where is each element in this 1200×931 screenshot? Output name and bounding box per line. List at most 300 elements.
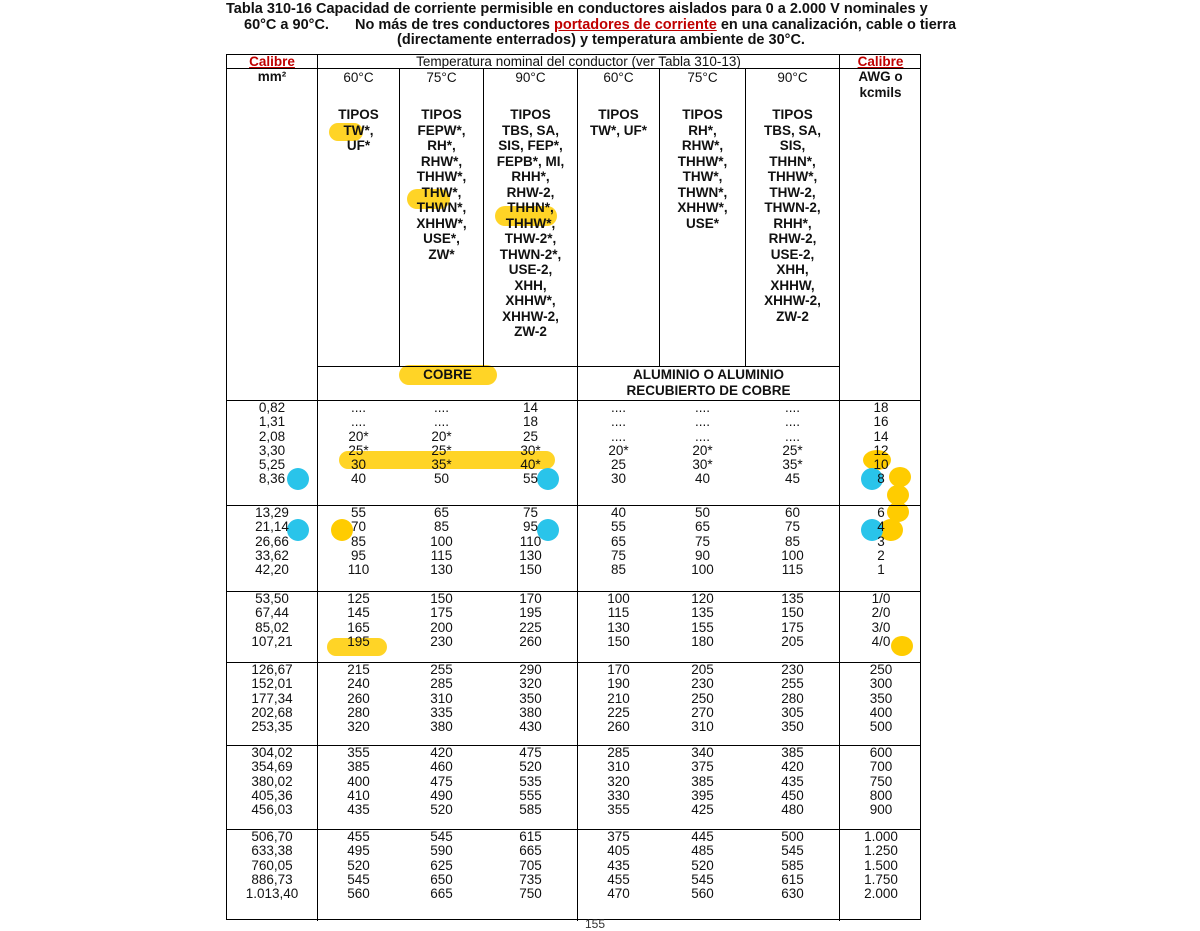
table-cell: 560 bbox=[347, 886, 370, 902]
table-cell: 545 bbox=[691, 871, 714, 887]
table-cell: .... bbox=[610, 400, 626, 415]
table-cell: 155 bbox=[691, 619, 714, 635]
tipo-item: THWN-2, bbox=[764, 200, 821, 215]
data-column-mm2 bbox=[227, 830, 317, 901]
title-line-2a: 60°C a 90°C. bbox=[244, 16, 329, 33]
table-cell: 450 bbox=[781, 787, 804, 803]
table-cell: 750 bbox=[519, 886, 542, 902]
table-cell: 490 bbox=[430, 787, 453, 803]
data-column-awg bbox=[840, 746, 922, 817]
table-cell: .... bbox=[433, 414, 449, 430]
table-cell: 633,38 bbox=[251, 843, 293, 859]
table-cell: 435 bbox=[781, 773, 804, 789]
table-cell: 170 bbox=[519, 591, 542, 606]
tipo-item: RHW*, bbox=[420, 153, 463, 169]
table-cell: 300 bbox=[869, 676, 893, 692]
aluminio-label-1: ALUMINIO O ALUMINIO bbox=[633, 367, 784, 382]
table-cell: 75 bbox=[694, 533, 711, 549]
table-cell: 520 bbox=[347, 857, 370, 873]
table-cell: 665 bbox=[519, 843, 542, 859]
data-column-awg bbox=[840, 401, 922, 487]
table-cell: 330 bbox=[607, 787, 630, 803]
table-cell: 285 bbox=[430, 676, 453, 692]
tipo-item: RH*, bbox=[688, 122, 717, 138]
data-column-mm2 bbox=[227, 592, 317, 649]
page-number: 155 bbox=[585, 917, 606, 931]
table-cell: 650 bbox=[430, 871, 453, 887]
table-cell: 430 bbox=[519, 719, 542, 735]
table-cell: 320 bbox=[607, 773, 630, 789]
table-cell: 177,34 bbox=[251, 690, 293, 706]
data-column-c75 bbox=[400, 401, 483, 487]
table-cell: 100 bbox=[781, 547, 804, 563]
table-cell: 90 bbox=[694, 547, 711, 563]
table-cell: 40 bbox=[350, 471, 367, 487]
table-cell: 100 bbox=[607, 591, 630, 606]
data-column-c90 bbox=[484, 592, 577, 649]
table-cell: 380 bbox=[519, 704, 542, 720]
table-cell: 340 bbox=[691, 745, 714, 760]
table-cell: 380 bbox=[430, 719, 453, 735]
table-title bbox=[226, 2, 976, 49]
table-cell: 5,25 bbox=[258, 457, 286, 473]
table-cell: 280 bbox=[781, 690, 804, 706]
table-cell: 0,82 bbox=[258, 400, 286, 415]
table-cell: 1.250 bbox=[864, 843, 898, 859]
table-cell: .... bbox=[610, 414, 626, 430]
data-column-c75 bbox=[400, 592, 483, 649]
data-column-mm2 bbox=[227, 663, 317, 734]
table-cell: 30* bbox=[692, 457, 713, 473]
table-cell: 250 bbox=[691, 690, 714, 706]
table-cell: 85 bbox=[784, 533, 801, 549]
table-cell: 545 bbox=[781, 843, 804, 859]
table-cell: 25 bbox=[522, 428, 539, 444]
table-cell: 3/0 bbox=[871, 619, 891, 635]
table-cell: 30 bbox=[610, 471, 627, 487]
data-column-c90 bbox=[484, 663, 577, 734]
table-cell: 886,73 bbox=[251, 871, 293, 887]
tipo-item: XHHW*, bbox=[505, 293, 556, 308]
table-cell: 410 bbox=[347, 787, 370, 803]
table-cell: 230 bbox=[781, 662, 804, 677]
temp-header: 90°C bbox=[515, 70, 546, 85]
table-cell: .... bbox=[784, 414, 800, 430]
tipo-item: RHH*, bbox=[511, 169, 550, 184]
table-cell: 10 bbox=[873, 457, 889, 473]
table-cell: 75 bbox=[522, 505, 539, 520]
data-column-a60 bbox=[578, 592, 659, 649]
table-cell: 25 bbox=[610, 457, 627, 473]
ampacity-table bbox=[226, 54, 921, 920]
table-cell: 255 bbox=[781, 676, 804, 692]
table-cell: 130 bbox=[519, 547, 542, 563]
table-cell: 435 bbox=[607, 857, 630, 873]
table-cell: 1 bbox=[877, 562, 885, 578]
table-cell: 135 bbox=[781, 591, 804, 606]
tipo-item: THW*, bbox=[421, 184, 462, 200]
table-cell: 1.000 bbox=[864, 829, 898, 844]
data-column-c75 bbox=[400, 663, 483, 734]
table-cell: 700 bbox=[869, 759, 893, 775]
table-cell: 385 bbox=[781, 745, 804, 760]
table-cell: 900 bbox=[869, 802, 893, 818]
table-cell: 150 bbox=[781, 605, 804, 621]
table-cell: 205 bbox=[781, 633, 804, 649]
aluminio-label-2: RECUBIERTO DE COBRE bbox=[626, 383, 791, 398]
table-cell: 107,21 bbox=[251, 633, 293, 649]
table-cell: 260 bbox=[347, 690, 370, 706]
table-cell: 255 bbox=[430, 662, 453, 677]
table-cell: 260 bbox=[519, 633, 542, 649]
data-column-c60 bbox=[318, 663, 399, 734]
table-cell: 126,67 bbox=[251, 662, 293, 677]
mm2-label: mm² bbox=[257, 69, 287, 84]
table-cell: 456,03 bbox=[251, 802, 293, 818]
table-cell: 40* bbox=[520, 457, 541, 473]
title-line-2b: No más de tres conductores bbox=[354, 16, 550, 33]
table-cell: 4/0 bbox=[871, 633, 891, 649]
tipo-item: FEPW*, bbox=[417, 122, 466, 138]
table-cell: 135 bbox=[691, 605, 714, 621]
data-column-a75 bbox=[660, 401, 745, 487]
data-column-c75 bbox=[400, 830, 483, 901]
table-cell: 1.750 bbox=[864, 871, 898, 887]
table-cell: 625 bbox=[430, 857, 453, 873]
table-cell: 75 bbox=[610, 547, 627, 563]
tipo-item: XHH, bbox=[514, 277, 547, 293]
tipo-item: ZW* bbox=[428, 246, 455, 262]
table-cell: 400 bbox=[347, 773, 370, 789]
table-cell: 230 bbox=[691, 676, 714, 692]
table-cell: 20* bbox=[431, 428, 452, 444]
table-cell: 21,14 bbox=[255, 519, 289, 535]
table-cell: 615 bbox=[781, 871, 804, 887]
tipo-item: RHH*, bbox=[773, 215, 812, 231]
data-column-a90 bbox=[746, 746, 839, 817]
temperature-title: Temperatura nominal del conductor (ver Tabla 310-13) bbox=[416, 54, 741, 69]
tipos-list bbox=[318, 107, 399, 154]
table-cell: 150 bbox=[519, 562, 542, 578]
data-column-c60 bbox=[318, 592, 399, 649]
table-cell: 225 bbox=[607, 704, 630, 720]
data-column-c60 bbox=[318, 830, 399, 901]
table-cell: 506,70 bbox=[251, 829, 293, 844]
table-cell: 8 bbox=[877, 471, 885, 487]
table-cell: 555 bbox=[519, 787, 542, 803]
tipo-item: THWN*, bbox=[416, 200, 467, 215]
table-cell: 350 bbox=[519, 690, 542, 706]
table-cell: 25* bbox=[348, 442, 369, 458]
table-cell: 55 bbox=[350, 505, 367, 520]
tipo-item: XHHW, bbox=[770, 277, 815, 293]
table-cell: 40 bbox=[694, 471, 711, 487]
table-cell: 2 bbox=[877, 547, 885, 563]
tipo-item: SIS, bbox=[779, 138, 806, 153]
table-cell: 12 bbox=[873, 442, 889, 458]
data-column-a75 bbox=[660, 830, 745, 901]
tipo-item: ZW-2 bbox=[776, 308, 809, 324]
table-cell: 760,05 bbox=[251, 857, 293, 873]
table-cell: 13,29 bbox=[255, 505, 289, 520]
data-column-a60 bbox=[578, 746, 659, 817]
table-cell: 350 bbox=[869, 690, 893, 706]
table-cell: 18 bbox=[873, 400, 889, 415]
table-cell: 50 bbox=[694, 505, 711, 520]
tipo-item: RHW*, bbox=[681, 138, 724, 153]
tipo-item: THW*, bbox=[682, 169, 723, 184]
table-cell: 25* bbox=[431, 442, 452, 458]
table-cell: 25* bbox=[782, 442, 803, 458]
table-cell: 240 bbox=[347, 676, 370, 692]
table-cell: 475 bbox=[519, 745, 542, 760]
table-cell: 65 bbox=[433, 505, 450, 520]
table-cell: 560 bbox=[691, 886, 714, 902]
table-cell: 125 bbox=[347, 591, 370, 606]
table-cell: 335 bbox=[430, 704, 453, 720]
table-cell: 85 bbox=[350, 533, 367, 549]
table-cell: 590 bbox=[430, 843, 453, 859]
tipos-label: TIPOS bbox=[421, 107, 462, 122]
tipos-list bbox=[484, 107, 577, 340]
table-cell: 375 bbox=[691, 759, 714, 775]
data-column-c90 bbox=[484, 401, 577, 487]
table-cell: 42,20 bbox=[255, 562, 289, 578]
table-cell: 495 bbox=[347, 843, 370, 859]
tipo-item: FEPB*, MI, bbox=[496, 153, 565, 169]
table-cell: 800 bbox=[869, 787, 893, 803]
table-cell: 145 bbox=[347, 605, 370, 621]
table-cell: 202,68 bbox=[251, 704, 293, 720]
tipo-item: THHW*, bbox=[677, 153, 728, 169]
table-cell: 115 bbox=[781, 562, 804, 578]
table-cell: 175 bbox=[430, 605, 453, 621]
tipos-list bbox=[400, 107, 483, 262]
table-cell: 85 bbox=[610, 562, 627, 578]
table-cell: 290 bbox=[519, 662, 542, 677]
table-cell: 50 bbox=[433, 471, 450, 487]
tipo-item: THHN*, bbox=[507, 200, 554, 215]
table-cell: 40 bbox=[610, 505, 627, 520]
table-cell: .... bbox=[694, 414, 710, 430]
table-cell: 500 bbox=[781, 829, 804, 844]
data-column-c90 bbox=[484, 746, 577, 817]
table-cell: 385 bbox=[347, 759, 370, 775]
tipo-item: THW-2*, bbox=[504, 231, 557, 246]
table-cell: 65 bbox=[694, 519, 711, 535]
table-cell: 8,36 bbox=[258, 471, 286, 487]
table-cell: 304,02 bbox=[251, 745, 293, 760]
data-column-awg bbox=[840, 506, 922, 577]
table-cell: .... bbox=[350, 400, 366, 415]
data-column-mm2 bbox=[227, 401, 317, 487]
tipo-item: UF* bbox=[346, 138, 371, 153]
data-column-c60 bbox=[318, 746, 399, 817]
data-column-a90 bbox=[746, 592, 839, 649]
table-cell: 30 bbox=[350, 457, 367, 473]
data-column-mm2 bbox=[227, 506, 317, 577]
table-cell: 110 bbox=[347, 562, 370, 578]
data-column-a75 bbox=[660, 592, 745, 649]
table-cell: 20* bbox=[348, 428, 369, 444]
table-cell: 385 bbox=[691, 773, 714, 789]
tipo-item: TW*, UF* bbox=[590, 122, 647, 138]
data-column-c90 bbox=[484, 830, 577, 901]
data-column-a90 bbox=[746, 401, 839, 487]
table-cell: 70 bbox=[350, 519, 367, 535]
table-cell: 310 bbox=[430, 690, 453, 706]
tipo-item: USE*, bbox=[423, 231, 460, 246]
tipo-item: TW*, bbox=[343, 122, 374, 138]
table-cell: 250 bbox=[869, 662, 893, 677]
temp-header: 90°C bbox=[777, 70, 808, 85]
table-cell: 1.500 bbox=[864, 857, 898, 873]
table-cell: 665 bbox=[430, 886, 453, 902]
table-cell: 535 bbox=[519, 773, 542, 789]
temp-header: 60°C bbox=[343, 70, 374, 85]
table-cell: 445 bbox=[691, 829, 714, 844]
tipos-list bbox=[746, 107, 839, 324]
table-cell: 85 bbox=[433, 519, 450, 535]
tipo-item: ZW-2 bbox=[514, 324, 547, 339]
table-cell: 405,36 bbox=[251, 787, 293, 803]
table-cell: 460 bbox=[430, 759, 453, 775]
data-column-a60 bbox=[578, 506, 659, 577]
table-cell: 67,44 bbox=[255, 605, 289, 621]
table-cell: 355 bbox=[607, 802, 630, 818]
data-column-a60 bbox=[578, 663, 659, 734]
table-cell: 320 bbox=[347, 719, 370, 735]
title-line-3: (directamente enterrados) y temperatura ambiente de 30°C. bbox=[397, 32, 805, 48]
table-cell: 100 bbox=[691, 562, 714, 578]
data-column-a90 bbox=[746, 506, 839, 577]
table-cell: 310 bbox=[691, 719, 714, 735]
calibre-left-label: Calibre bbox=[249, 54, 295, 69]
tipos-label: TIPOS bbox=[598, 107, 639, 122]
tipos-list bbox=[578, 107, 659, 138]
cobre-label: COBRE bbox=[423, 367, 472, 382]
tipo-item: THWN*, bbox=[677, 184, 728, 200]
tipos-label: TIPOS bbox=[772, 107, 813, 122]
table-cell: 35* bbox=[782, 457, 803, 473]
tipo-item: USE-2, bbox=[770, 246, 815, 262]
table-cell: .... bbox=[694, 400, 710, 415]
table-cell: 270 bbox=[691, 704, 714, 720]
tipo-item: XHHW*, bbox=[677, 200, 728, 215]
table-cell: 110 bbox=[519, 533, 542, 549]
table-cell: 205 bbox=[691, 662, 714, 677]
table-cell: 705 bbox=[519, 857, 542, 873]
tipo-item: XHHW-2, bbox=[764, 293, 821, 308]
table-cell: 65 bbox=[610, 533, 627, 549]
data-column-a90 bbox=[746, 663, 839, 734]
table-cell: 470 bbox=[607, 886, 630, 902]
table-cell: 170 bbox=[607, 662, 630, 677]
table-cell: 115 bbox=[607, 605, 630, 621]
table-cell: 500 bbox=[869, 719, 893, 735]
tipo-item: RH*, bbox=[427, 138, 456, 153]
tipo-item: SIS, FEP*, bbox=[498, 138, 563, 153]
data-column-a90 bbox=[746, 830, 839, 901]
table-cell: 130 bbox=[607, 619, 630, 635]
table-cell: 585 bbox=[519, 802, 542, 818]
table-cell: 180 bbox=[691, 633, 714, 649]
table-cell: 20* bbox=[692, 442, 713, 458]
table-cell: 2.000 bbox=[864, 886, 898, 902]
data-column-a60 bbox=[578, 830, 659, 901]
temp-header: 75°C bbox=[426, 70, 457, 85]
table-cell: 520 bbox=[691, 857, 714, 873]
table-cell: 55 bbox=[522, 471, 539, 487]
tipo-item: RHW-2, bbox=[506, 184, 555, 200]
table-cell: 4 bbox=[877, 519, 885, 535]
table-cell: 120 bbox=[691, 591, 714, 606]
table-cell: 20* bbox=[608, 442, 629, 458]
data-column-c75 bbox=[400, 506, 483, 577]
table-cell: 26,66 bbox=[255, 533, 289, 549]
table-cell: 750 bbox=[869, 773, 893, 789]
table-cell: .... bbox=[610, 428, 626, 444]
table-cell: 305 bbox=[781, 704, 804, 720]
table-cell: 53,50 bbox=[255, 591, 289, 606]
table-cell: 545 bbox=[430, 829, 453, 844]
tipos-label: TIPOS bbox=[510, 107, 551, 122]
table-cell: 210 bbox=[607, 690, 630, 706]
table-cell: 520 bbox=[430, 802, 453, 818]
table-cell: 225 bbox=[519, 619, 542, 635]
data-column-a75 bbox=[660, 506, 745, 577]
table-cell: 310 bbox=[607, 759, 630, 775]
tipo-item: THHW*, bbox=[416, 169, 467, 184]
tipo-item: XHH, bbox=[776, 262, 809, 277]
table-cell: 95 bbox=[522, 519, 539, 535]
table-cell: 230 bbox=[430, 633, 453, 649]
tipo-item: RHW-2, bbox=[768, 231, 817, 246]
table-cell: 85,02 bbox=[255, 619, 289, 635]
tipos-label: TIPOS bbox=[338, 107, 379, 122]
table-cell: 285 bbox=[607, 745, 630, 760]
table-cell: 95 bbox=[350, 547, 367, 563]
tipo-item: THW-2, bbox=[769, 184, 816, 200]
table-cell: 350 bbox=[781, 719, 804, 735]
tipo-item: USE* bbox=[685, 215, 719, 231]
table-cell: .... bbox=[350, 414, 366, 430]
title-line-1: Tabla 310-16 Capacidad de corriente permisible en conductores aislados para 0 a 2.000 V nominales y bbox=[226, 1, 928, 17]
table-cell: 195 bbox=[347, 633, 370, 649]
table-cell: 16 bbox=[873, 414, 889, 430]
table-cell: 190 bbox=[607, 676, 630, 692]
table-cell: 375 bbox=[607, 829, 630, 844]
table-cell: 2,08 bbox=[258, 428, 286, 444]
table-cell: 150 bbox=[430, 591, 453, 606]
table-cell: 130 bbox=[430, 562, 453, 578]
table-cell: 735 bbox=[519, 871, 542, 887]
table-cell: 354,69 bbox=[251, 759, 293, 775]
tipo-item: XHHW*, bbox=[416, 215, 467, 231]
table-cell: 1.013,40 bbox=[245, 886, 299, 902]
calibre-right-label: Calibre bbox=[857, 54, 904, 69]
temp-header: 75°C bbox=[687, 70, 718, 85]
tipo-item: USE-2, bbox=[508, 262, 553, 277]
data-column-c75 bbox=[400, 746, 483, 817]
table-cell: 100 bbox=[430, 533, 453, 549]
table-cell: 2/0 bbox=[871, 605, 891, 621]
table-cell: 455 bbox=[347, 829, 370, 844]
data-column-a60 bbox=[578, 401, 659, 487]
tipo-item: TBS, SA, bbox=[501, 122, 559, 138]
table-cell: 320 bbox=[519, 676, 542, 692]
data-column-c60 bbox=[318, 506, 399, 577]
